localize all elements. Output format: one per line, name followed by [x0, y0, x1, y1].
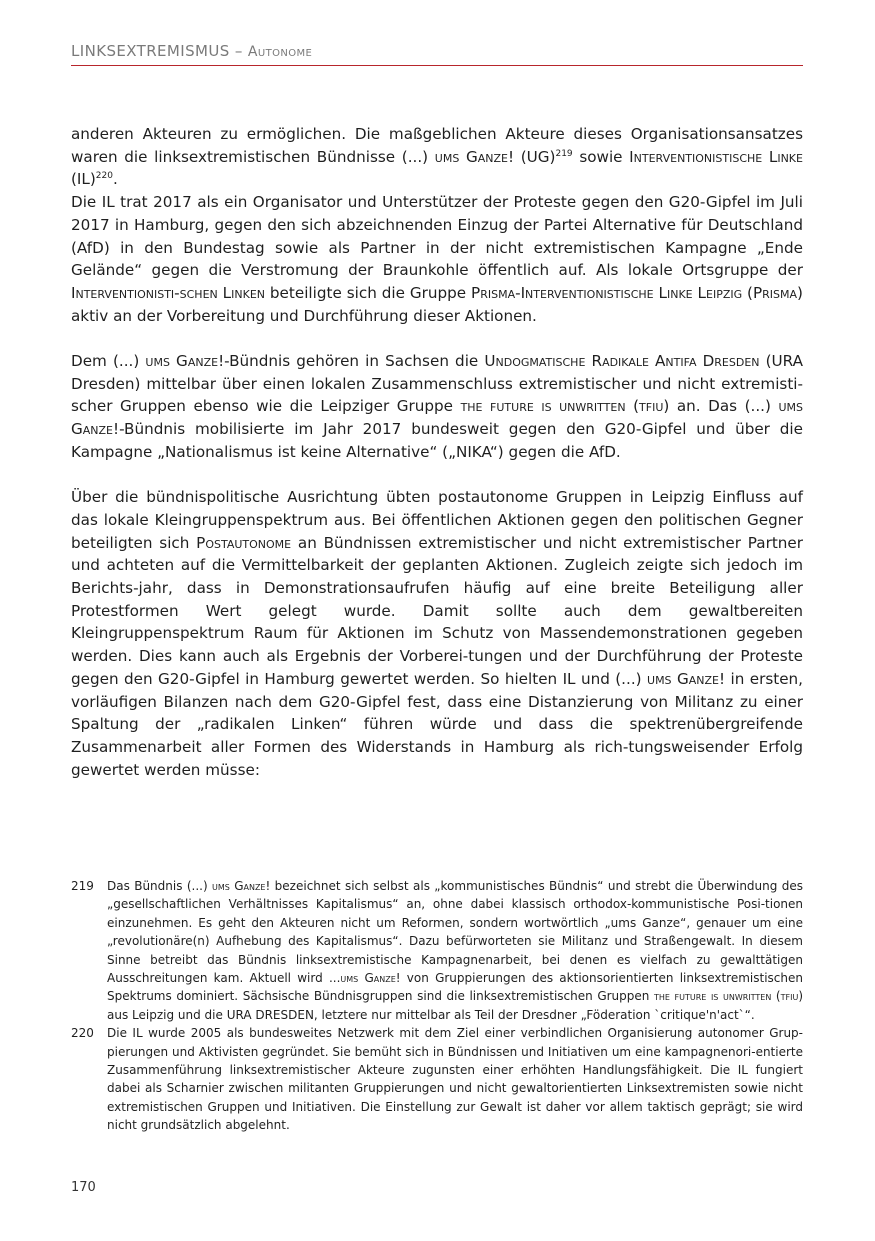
org-name: the future is unwritten [460, 397, 626, 416]
org-name: ums Ganze [212, 879, 266, 893]
footnote-number: 220 [71, 1026, 94, 1041]
org-name: tfiu [639, 397, 664, 416]
text-run: Über die bündnispolitische Ausrichtung übten postautonome Gruppen in Leipzig Einfluss auf das lokale Kleingruppenspektrum aus. Bei öffentlichen Aktionen gegen den politischen Gegner beteiligten sich [71, 488, 803, 552]
org-name: ums Ganze [71, 397, 803, 439]
header-title: LINKSEXTREMISMUS [71, 42, 230, 60]
text-run: Das Bündnis (...) [107, 879, 212, 893]
org-name: ums Ganze [340, 971, 396, 986]
text-run: anderen Akteuren zu ermöglichen. Die maßgeblichen Akteure dieses Organisationsansatzes waren die linksextremistischen Bündnisse (...) [71, 125, 803, 166]
org-name: the future is unwritten [653, 989, 772, 1004]
text-run: Die IL trat 2017 als ein Organisator und Unterstützer der Proteste gegen den G20-Gipfel im Juli 2017 in Hamburg, gegen den sich abzeichnenden Einzug der Partei Alternative für Deutschland (AfD) in den Bundestag sowie als Partner in der nicht extremistischen Kampagne „Ende Gelände“ gegen die Verstromung der Braunkohle öffentlich auf. Als lokale Ortsgruppe der [71, 193, 803, 280]
text-run: ! in ersten, vorläufigen Bilanzen nach dem G20-Gipfel fest, dass eine Distanzierung von Militanz zu einer Spaltung der „radikalen Linken“ führen würde und dass die spektrenübergreifende Zusammenarbeit aller Formen des Widerstands in Hamburg als rich-tungsweisender Erfolg gewertet werden müsse: [71, 669, 803, 779]
header-subtitle: Autonome [247, 44, 313, 60]
body-text [71, 123, 803, 781]
text-run: beteiligte sich die Gruppe [265, 283, 472, 302]
org-name: ums Ganze [145, 352, 219, 371]
org-name: tfiu [780, 989, 799, 1004]
text-run: sowie [572, 147, 630, 166]
text-run: ) aktiv an der Vorbereitung und Durchführung dieser Aktionen. [71, 283, 803, 325]
footnotes [71, 877, 803, 1135]
header-separator: – [229, 42, 248, 60]
org-name: Postautonome [196, 533, 292, 552]
paragraph-ums-ganze [71, 350, 803, 464]
footnote-219 [71, 877, 803, 1024]
footnote-ref-219[interactable]: 219 [555, 148, 573, 159]
text-run: ( [742, 283, 753, 302]
text-run: ( [771, 989, 781, 1004]
org-name: Undogmatische Radikale Antifa Dresden [484, 352, 760, 371]
org-name: Prisma-Interventionistische Linke Leipzig [471, 283, 743, 302]
text-run: ! bezeichnet sich selbst als „kommunistisches Bündnis“ und strebt die Überwindung des „gesellschaftlichen Verhältnisses Kapitalismus“ an, ohne dabei klassisch orthodox-kommunistische Posi-tionen einzunehmen. Es geht den Akteuren nicht um Reformen, sondern wortwörtlich „ums Ganze“, genauer um eine „revolutionäre(n) Aufhebung des Kapitalismus“. Dazu befürworteten sie Militanz und Straßengewalt. In diesem Sinne betreibt das Bündnis linksextremistische Kampagnenarbeit, bei denen es vielfach zu gewalttätigen Ausschreitungen kam. Aktuell wird ... [107, 879, 803, 986]
org-name: Prisma [752, 283, 798, 302]
paragraph-akteure [71, 123, 803, 327]
footnote-number: 219 [71, 879, 94, 893]
text-run: (URA Dresden) mittelbar über einen lokalen Zusammenschluss extremistischer und nicht extremisti-scher Gruppen ebenso wie die Leipziger Gruppe [71, 352, 803, 416]
org-name: ums Ganze [647, 669, 719, 688]
text-run: an Bündnissen extremistischer und nicht extremistischer Partner und achteten auf die Vermittelbarkeit der geplanten Aktionen. Zugleich zeigte sich jedoch im Berichts-jahr, dass in Demonstrationsaufrufen häufig auf eine breite Beteiligung aller Protestformen Wert gelegt wurde. Damit sollte auch dem gewaltbereiten Kleingruppenspektrum Raum für Aktionen im Schutz von Massendemonstrationen gegeben werden. Dies kann auch als Ergebnis der Vorberei-tungen und der Durchführung der Proteste gegen den G20-Gipfel in Hamburg gewertet werden. So hielten IL und (...) [71, 533, 803, 688]
org-name: ums Ganze [434, 147, 508, 166]
text-run: ! (UG) [507, 147, 556, 166]
running-header [71, 42, 803, 66]
footnote-ref-220[interactable]: 220 [95, 171, 113, 182]
text-run: ) an. Das (...) [663, 397, 779, 416]
org-name: Interventionisti-schen Linken [71, 283, 265, 302]
text-run: . [112, 170, 118, 189]
text-run: !-Bündnis gehören in Sachsen die [218, 352, 485, 371]
page-number: 170 [71, 1180, 96, 1195]
text-run: !-Bündnis mobilisierte im Jahr 2017 bundesweit gegen den G20-Gipfel und über die Kampagne „Nationalismus ist keine Alternative“ („NIKA“) gegen die AfD. [71, 420, 803, 461]
paragraph-postautonome [71, 486, 803, 781]
footnote-text [107, 877, 803, 1024]
text-run: ! von Gruppierungen des aktionsorientierten linksextremistischen Spektrums dominiert. Sächsische Bündnisgruppen sind die linksextremistischen Gruppen [107, 971, 803, 1004]
footnote-text: Die IL wurde 2005 als bundesweites Netzwerk mit dem Ziel einer verbindlichen Organisierung autonomer Grup-pierungen und Aktivisten gegründet. Sie bemüht sich in Bündnissen und Initiativen um eine kampagnenori-entierte Zusammenführung linksextremistischer Akteure zugunsten einer erhöhten Handlungsfähigkeit. Die IL fungiert dabei als Scharnier zwischen militanten Gruppierungen und nicht gewaltorientierten Linksextremisten sowie nicht extremistischen Gruppen und Initiativen. Die Einstellung zur Gewalt ist daher vor allem taktisch geprägt; sie wird nicht grundsätzlich abgelehnt. [107, 1026, 803, 1133]
text-run: ) aus Leipzig und die URA DRESDEN, letztere nur mittelbar als Teil der Dresdner „Föderation `critique'n'act`“. [107, 989, 803, 1022]
org-name: Interventionistische Linke [629, 147, 803, 166]
text-run: ( [625, 397, 640, 416]
text-run: (IL) [71, 170, 96, 189]
footnote-220 [71, 1024, 803, 1134]
text-run: Dem (...) [71, 352, 146, 371]
